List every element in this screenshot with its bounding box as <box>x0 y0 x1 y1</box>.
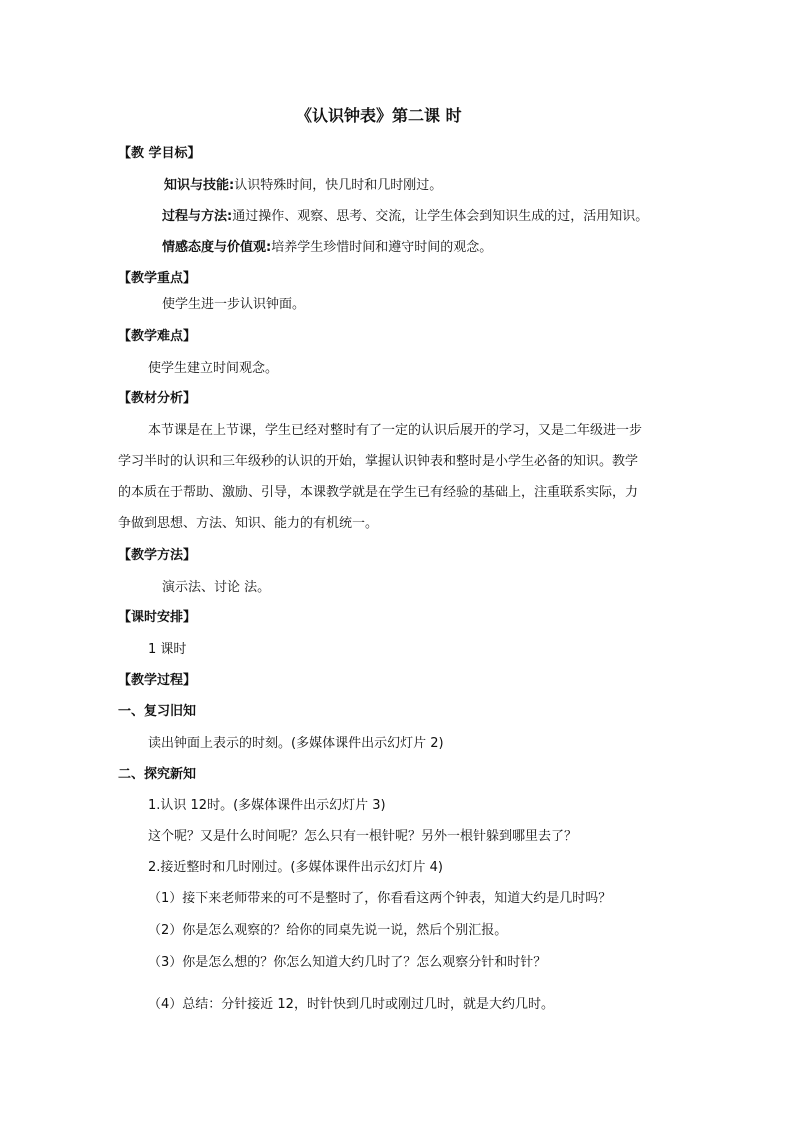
method-text: 演示法、讨论 法。 <box>162 580 271 595</box>
process-sub-4: （4）总结：分针接近 12，时针快到几时或刚过几时，就是大约几时。 <box>148 997 554 1012</box>
heading-focus: 【教学重点】 <box>118 271 197 286</box>
heading-method: 【教学方法】 <box>118 548 197 563</box>
objective-process <box>162 208 648 226</box>
schedule-text: 1 课时 <box>148 642 187 657</box>
heading-process: 【教学过程】 <box>118 673 197 688</box>
heading-difficulty: 【教学难点】 <box>118 329 197 344</box>
process-part1-text: 读出钟面上表示的时刻。(多媒体课件出示幻灯片 2) <box>148 736 444 751</box>
analysis-line-2: 学习半时的认识和三年级秒的认识的开始，掌握认识钟表和整时是小学生必备的知识。教学 <box>118 454 639 469</box>
analysis-line-1: 本节课是在上节课，学生已经对整时有了一定的认识后展开的学习，又是二年级进一步 <box>148 423 643 438</box>
emotion-text: 培养学生珍惜时间和遵守时间的观念。 <box>271 240 493 255</box>
process-sub-2: （2）你是怎么观察的？给你的同桌先说一说，然后个别汇报。 <box>148 923 508 938</box>
analysis-line-3: 的本质在于帮助、激励、引导，本课教学就是在学生已有经验的基础上，注重联系实际，力 <box>118 485 639 500</box>
heading-objectives: 【教 学目标】 <box>118 146 201 161</box>
objective-knowledge <box>164 177 442 195</box>
process-sub-1: （1）接下来老师带来的可不是整时了，你看看这两个钟表，知道大约是几时吗？ <box>148 891 612 906</box>
knowledge-label: 知识与技能: <box>164 178 235 193</box>
process-item-2: 2.接近整时和几时刚过。(多媒体课件出示幻灯片 4) <box>148 860 443 875</box>
process-item-1: 1.认识 12时。(多媒体课件出示幻灯片 3) <box>148 798 386 813</box>
heading-schedule: 【课时安排】 <box>118 610 197 625</box>
analysis-line-4: 争做到思想、方法、知识、能力的有机统一。 <box>118 516 379 531</box>
knowledge-text: 认识特殊时间，快几时和几时刚过。 <box>234 178 443 193</box>
process-text: 通过操作、观察、思考、交流，让学生体会到知识生成的过，活用知识。 <box>232 209 649 224</box>
document-title: 《认识钟表》第二课 时 <box>296 106 462 125</box>
emotion-label: 情感态度与价值观: <box>162 240 272 255</box>
process-label: 过程与方法: <box>162 209 233 224</box>
objective-emotion <box>162 239 492 257</box>
process-part2-heading: 二、探究新知 <box>118 767 197 782</box>
process-sub-3: （3）你是怎么想的？你怎么知道大约几时了？怎么观察分针和时针？ <box>148 955 547 970</box>
heading-analysis: 【教材分析】 <box>118 391 197 406</box>
process-item-1-question: 这个呢？又是什么时间呢？怎么只有一根针呢？另外一根针躲到哪里去了？ <box>148 829 578 844</box>
process-part1-heading: 一、复习旧知 <box>118 704 197 719</box>
difficulty-text: 使学生建立时间观念。 <box>148 361 279 376</box>
focus-text: 使学生进一步认识钟面。 <box>162 297 306 312</box>
